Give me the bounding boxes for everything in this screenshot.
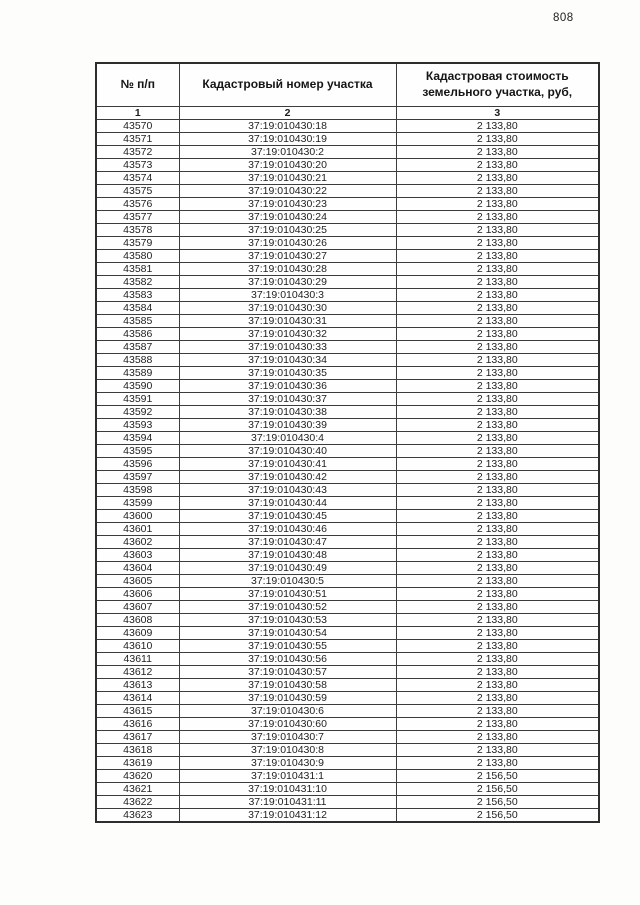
- row-number-cell: 43611: [96, 653, 179, 666]
- cadastral-number-cell: 37:19:010430:54: [179, 627, 396, 640]
- table-row: [96, 432, 599, 445]
- header-cadastral-value: [396, 63, 599, 107]
- cadastral-number-cell: 37:19:010430:20: [179, 159, 396, 172]
- table-row: [96, 614, 599, 627]
- cadastral-value-cell: 2 133,80: [396, 393, 599, 406]
- column-number-2: 2: [179, 107, 396, 120]
- row-number-cell: 43596: [96, 458, 179, 471]
- row-number-cell: 43582: [96, 276, 179, 289]
- cadastral-value-cell: 2 156,50: [396, 809, 599, 823]
- cadastral-value-cell: 2 156,50: [396, 770, 599, 783]
- cadastral-number-cell: 37:19:010430:7: [179, 731, 396, 744]
- cadastral-number-cell: 37:19:010431:11: [179, 796, 396, 809]
- row-number-cell: 43592: [96, 406, 179, 419]
- row-number-cell: 43589: [96, 367, 179, 380]
- row-number-cell: 43586: [96, 328, 179, 341]
- cadastral-value-cell: 2 133,80: [396, 185, 599, 198]
- cadastral-number-cell: 37:19:010430:19: [179, 133, 396, 146]
- cadastral-number-cell: 37:19:010430:59: [179, 692, 396, 705]
- cadastral-value-cell: 2 133,80: [396, 744, 599, 757]
- cadastral-value-cell: 2 133,80: [396, 497, 599, 510]
- cadastral-number-cell: 37:19:010430:8: [179, 744, 396, 757]
- cadastral-value-cell: 2 133,80: [396, 562, 599, 575]
- row-number-cell: 43593: [96, 419, 179, 432]
- cadastral-value-cell: 2 133,80: [396, 458, 599, 471]
- column-number-3: 3: [396, 107, 599, 120]
- cadastral-value-cell: 2 133,80: [396, 601, 599, 614]
- table-row: [96, 484, 599, 497]
- table-row: [96, 315, 599, 328]
- table-row: [96, 757, 599, 770]
- cadastral-value-cell: 2 133,80: [396, 211, 599, 224]
- row-number-cell: 43583: [96, 289, 179, 302]
- cadastral-number-cell: 37:19:010431:1: [179, 770, 396, 783]
- table-row: [96, 536, 599, 549]
- row-number-cell: 43605: [96, 575, 179, 588]
- table-row: [96, 549, 599, 562]
- cadastral-value-cell: 2 133,80: [396, 289, 599, 302]
- header-row-index: № п/п: [96, 63, 179, 107]
- table-row: [96, 263, 599, 276]
- cadastral-number-cell: 37:19:010430:25: [179, 224, 396, 237]
- cadastral-value-cell: 2 133,80: [396, 757, 599, 770]
- cadastral-number-cell: 37:19:010430:48: [179, 549, 396, 562]
- table-row: [96, 770, 599, 783]
- cadastral-value-cell: 2 133,80: [396, 354, 599, 367]
- cadastral-value-cell: 2 133,80: [396, 640, 599, 653]
- table-row: [96, 445, 599, 458]
- cadastral-value-cell: 2 133,80: [396, 380, 599, 393]
- cadastral-value-cell: 2 133,80: [396, 328, 599, 341]
- cadastral-number-cell: 37:19:010430:5: [179, 575, 396, 588]
- table-row: [96, 796, 599, 809]
- row-number-cell: 43612: [96, 666, 179, 679]
- cadastral-value-cell: 2 133,80: [396, 263, 599, 276]
- cadastral-number-cell: 37:19:010430:30: [179, 302, 396, 315]
- cadastral-value-cell: 2 133,80: [396, 692, 599, 705]
- table-row: [96, 380, 599, 393]
- cadastral-number-cell: 37:19:010430:36: [179, 380, 396, 393]
- row-number-cell: 43588: [96, 354, 179, 367]
- cadastral-number-cell: 37:19:010430:32: [179, 328, 396, 341]
- row-number-cell: 43617: [96, 731, 179, 744]
- table-row: [96, 120, 599, 133]
- cadastral-number-cell: 37:19:010430:38: [179, 406, 396, 419]
- cadastral-value-cell: 2 133,80: [396, 224, 599, 237]
- cadastral-value-cell: 2 133,80: [396, 302, 599, 315]
- table-row: [96, 640, 599, 653]
- row-number-cell: 43576: [96, 198, 179, 211]
- row-number-cell: 43571: [96, 133, 179, 146]
- row-number-cell: 43584: [96, 302, 179, 315]
- table-header-row: [96, 63, 599, 107]
- row-number-cell: 43598: [96, 484, 179, 497]
- cadastral-number-cell: 37:19:010430:34: [179, 354, 396, 367]
- cadastral-number-cell: 37:19:010430:45: [179, 510, 396, 523]
- cadastral-value-cell: 2 133,80: [396, 484, 599, 497]
- page-number: 808: [553, 12, 574, 24]
- table-row: [96, 198, 599, 211]
- cadastral-value-cell: 2 133,80: [396, 523, 599, 536]
- cadastral-value-cell: 2 133,80: [396, 549, 599, 562]
- row-number-cell: 43581: [96, 263, 179, 276]
- cadastral-number-cell: 37:19:010430:6: [179, 705, 396, 718]
- cadastral-number-cell: 37:19:010430:40: [179, 445, 396, 458]
- cadastral-value-cell: 2 133,80: [396, 627, 599, 640]
- cadastral-number-cell: 37:19:010430:47: [179, 536, 396, 549]
- cadastral-number-cell: 37:19:010431:12: [179, 809, 396, 823]
- row-number-cell: 43621: [96, 783, 179, 796]
- table-row: [96, 627, 599, 640]
- row-number-cell: 43591: [96, 393, 179, 406]
- row-number-cell: 43600: [96, 510, 179, 523]
- cadastral-number-cell: 37:19:010430:24: [179, 211, 396, 224]
- cadastral-value-table: [95, 62, 600, 823]
- cadastral-number-cell: 37:19:010430:4: [179, 432, 396, 445]
- table-row: [96, 393, 599, 406]
- cadastral-value-cell: 2 133,80: [396, 575, 599, 588]
- table-row: [96, 406, 599, 419]
- header-cadastral-number: Кадастровый номер участка: [179, 63, 396, 107]
- table-row: [96, 458, 599, 471]
- cadastral-number-cell: 37:19:010430:29: [179, 276, 396, 289]
- cadastral-value-cell: 2 133,80: [396, 315, 599, 328]
- cadastral-value-cell: 2 156,50: [396, 783, 599, 796]
- cadastral-value-cell: 2 133,80: [396, 432, 599, 445]
- cadastral-value-cell: 2 133,80: [396, 159, 599, 172]
- cadastral-number-cell: 37:19:010430:28: [179, 263, 396, 276]
- table-row: [96, 731, 599, 744]
- table-row: [96, 497, 599, 510]
- table-row: [96, 653, 599, 666]
- row-number-cell: 43585: [96, 315, 179, 328]
- table-row: [96, 523, 599, 536]
- table-row: [96, 705, 599, 718]
- cadastral-value-cell: 2 133,80: [396, 679, 599, 692]
- table-row: [96, 328, 599, 341]
- cadastral-number-cell: 37:19:010430:33: [179, 341, 396, 354]
- cadastral-value-cell: 2 133,80: [396, 250, 599, 263]
- cadastral-number-cell: 37:19:010430:44: [179, 497, 396, 510]
- row-number-cell: 43609: [96, 627, 179, 640]
- table-row: [96, 159, 599, 172]
- cadastral-number-cell: 37:19:010430:26: [179, 237, 396, 250]
- table-row: [96, 471, 599, 484]
- cadastral-value-cell: 2 133,80: [396, 276, 599, 289]
- row-number-cell: 43602: [96, 536, 179, 549]
- cadastral-number-cell: 37:19:010430:60: [179, 718, 396, 731]
- row-number-cell: 43572: [96, 146, 179, 159]
- table-row: [96, 250, 599, 263]
- table-row: [96, 692, 599, 705]
- row-number-cell: 43608: [96, 614, 179, 627]
- column-number-row: [96, 107, 599, 120]
- cadastral-value-cell: 2 133,80: [396, 666, 599, 679]
- cadastral-number-cell: 37:19:010430:3: [179, 289, 396, 302]
- cadastral-value-cell: 2 133,80: [396, 237, 599, 250]
- table-row: [96, 575, 599, 588]
- table-row: [96, 354, 599, 367]
- cadastral-value-cell: 2 133,80: [396, 133, 599, 146]
- table-row: [96, 146, 599, 159]
- row-number-cell: 43610: [96, 640, 179, 653]
- row-number-cell: 43607: [96, 601, 179, 614]
- cadastral-number-cell: 37:19:010430:43: [179, 484, 396, 497]
- table-row: [96, 588, 599, 601]
- row-number-cell: 43587: [96, 341, 179, 354]
- table-row: [96, 783, 599, 796]
- table-row: [96, 341, 599, 354]
- cadastral-value-cell: 2 133,80: [396, 731, 599, 744]
- table-body: [96, 120, 599, 823]
- row-number-cell: 43594: [96, 432, 179, 445]
- header-cadastral-value-line2: земельного участка, руб,: [422, 85, 573, 99]
- cadastral-number-cell: 37:19:010430:41: [179, 458, 396, 471]
- row-number-cell: 43601: [96, 523, 179, 536]
- table-row: [96, 289, 599, 302]
- cadastral-value-cell: 2 133,80: [396, 471, 599, 484]
- row-number-cell: 43580: [96, 250, 179, 263]
- cadastral-value-cell: 2 133,80: [396, 510, 599, 523]
- cadastral-number-cell: 37:19:010430:23: [179, 198, 396, 211]
- cadastral-number-cell: 37:19:010430:52: [179, 601, 396, 614]
- row-number-cell: 43616: [96, 718, 179, 731]
- table-row: [96, 666, 599, 679]
- cadastral-value-cell: 2 133,80: [396, 536, 599, 549]
- row-number-cell: 43603: [96, 549, 179, 562]
- row-number-cell: 43597: [96, 471, 179, 484]
- row-number-cell: 43615: [96, 705, 179, 718]
- cadastral-number-cell: 37:19:010430:9: [179, 757, 396, 770]
- row-number-cell: 43620: [96, 770, 179, 783]
- cadastral-number-cell: 37:19:010430:2: [179, 146, 396, 159]
- cadastral-value-cell: 2 133,80: [396, 341, 599, 354]
- cadastral-number-cell: 37:19:010431:10: [179, 783, 396, 796]
- cadastral-number-cell: 37:19:010430:37: [179, 393, 396, 406]
- row-number-cell: 43619: [96, 757, 179, 770]
- cadastral-number-cell: 37:19:010430:27: [179, 250, 396, 263]
- cadastral-value-cell: 2 133,80: [396, 653, 599, 666]
- column-number-1: 1: [96, 107, 179, 120]
- cadastral-number-cell: 37:19:010430:57: [179, 666, 396, 679]
- cadastral-value-cell: 2 133,80: [396, 718, 599, 731]
- cadastral-number-cell: 37:19:010430:53: [179, 614, 396, 627]
- cadastral-number-cell: 37:19:010430:51: [179, 588, 396, 601]
- row-number-cell: 43579: [96, 237, 179, 250]
- table-row: [96, 419, 599, 432]
- row-number-cell: 43604: [96, 562, 179, 575]
- cadastral-number-cell: 37:19:010430:18: [179, 120, 396, 133]
- row-number-cell: 43613: [96, 679, 179, 692]
- cadastral-value-cell: 2 133,80: [396, 614, 599, 627]
- cadastral-number-cell: 37:19:010430:49: [179, 562, 396, 575]
- table-row: [96, 679, 599, 692]
- cadastral-number-cell: 37:19:010430:39: [179, 419, 396, 432]
- row-number-cell: 43577: [96, 211, 179, 224]
- cadastral-value-cell: 2 133,80: [396, 146, 599, 159]
- cadastral-value-cell: 2 133,80: [396, 120, 599, 133]
- cadastral-value-cell: 2 133,80: [396, 172, 599, 185]
- cadastral-value-cell: 2 156,50: [396, 796, 599, 809]
- row-number-cell: 43606: [96, 588, 179, 601]
- cadastral-value-cell: 2 133,80: [396, 406, 599, 419]
- row-number-cell: 43574: [96, 172, 179, 185]
- cadastral-value-cell: 2 133,80: [396, 705, 599, 718]
- row-number-cell: 43618: [96, 744, 179, 757]
- table-row: [96, 224, 599, 237]
- row-number-cell: 43575: [96, 185, 179, 198]
- row-number-cell: 43614: [96, 692, 179, 705]
- table-row: [96, 133, 599, 146]
- table-row: [96, 367, 599, 380]
- cadastral-number-cell: 37:19:010430:58: [179, 679, 396, 692]
- cadastral-value-cell: 2 133,80: [396, 419, 599, 432]
- row-number-cell: 43595: [96, 445, 179, 458]
- cadastral-value-cell: 2 133,80: [396, 367, 599, 380]
- cadastral-number-cell: 37:19:010430:55: [179, 640, 396, 653]
- cadastral-value-cell: 2 133,80: [396, 588, 599, 601]
- cadastral-number-cell: 37:19:010430:42: [179, 471, 396, 484]
- table-row: [96, 276, 599, 289]
- cadastral-number-cell: 37:19:010430:22: [179, 185, 396, 198]
- row-number-cell: 43573: [96, 159, 179, 172]
- row-number-cell: 43578: [96, 224, 179, 237]
- cadastral-number-cell: 37:19:010430:21: [179, 172, 396, 185]
- row-number-cell: 43599: [96, 497, 179, 510]
- cadastral-value-cell: 2 133,80: [396, 445, 599, 458]
- table-row: [96, 237, 599, 250]
- row-number-cell: 43590: [96, 380, 179, 393]
- header-cadastral-value-line1: Кадастровая стоимость: [425, 69, 569, 84]
- cadastral-number-cell: 37:19:010430:56: [179, 653, 396, 666]
- cadastral-number-cell: 37:19:010430:31: [179, 315, 396, 328]
- table-row: [96, 211, 599, 224]
- cadastral-number-cell: 37:19:010430:35: [179, 367, 396, 380]
- table-row: [96, 718, 599, 731]
- cadastral-value-cell: 2 133,80: [396, 198, 599, 211]
- table-row: [96, 744, 599, 757]
- table-row: [96, 601, 599, 614]
- table-row: [96, 172, 599, 185]
- table-row: [96, 809, 599, 823]
- table-row: [96, 302, 599, 315]
- row-number-cell: 43623: [96, 809, 179, 823]
- row-number-cell: 43622: [96, 796, 179, 809]
- row-number-cell: 43570: [96, 120, 179, 133]
- table-row: [96, 510, 599, 523]
- table-row: [96, 185, 599, 198]
- table-row: [96, 562, 599, 575]
- cadastral-number-cell: 37:19:010430:46: [179, 523, 396, 536]
